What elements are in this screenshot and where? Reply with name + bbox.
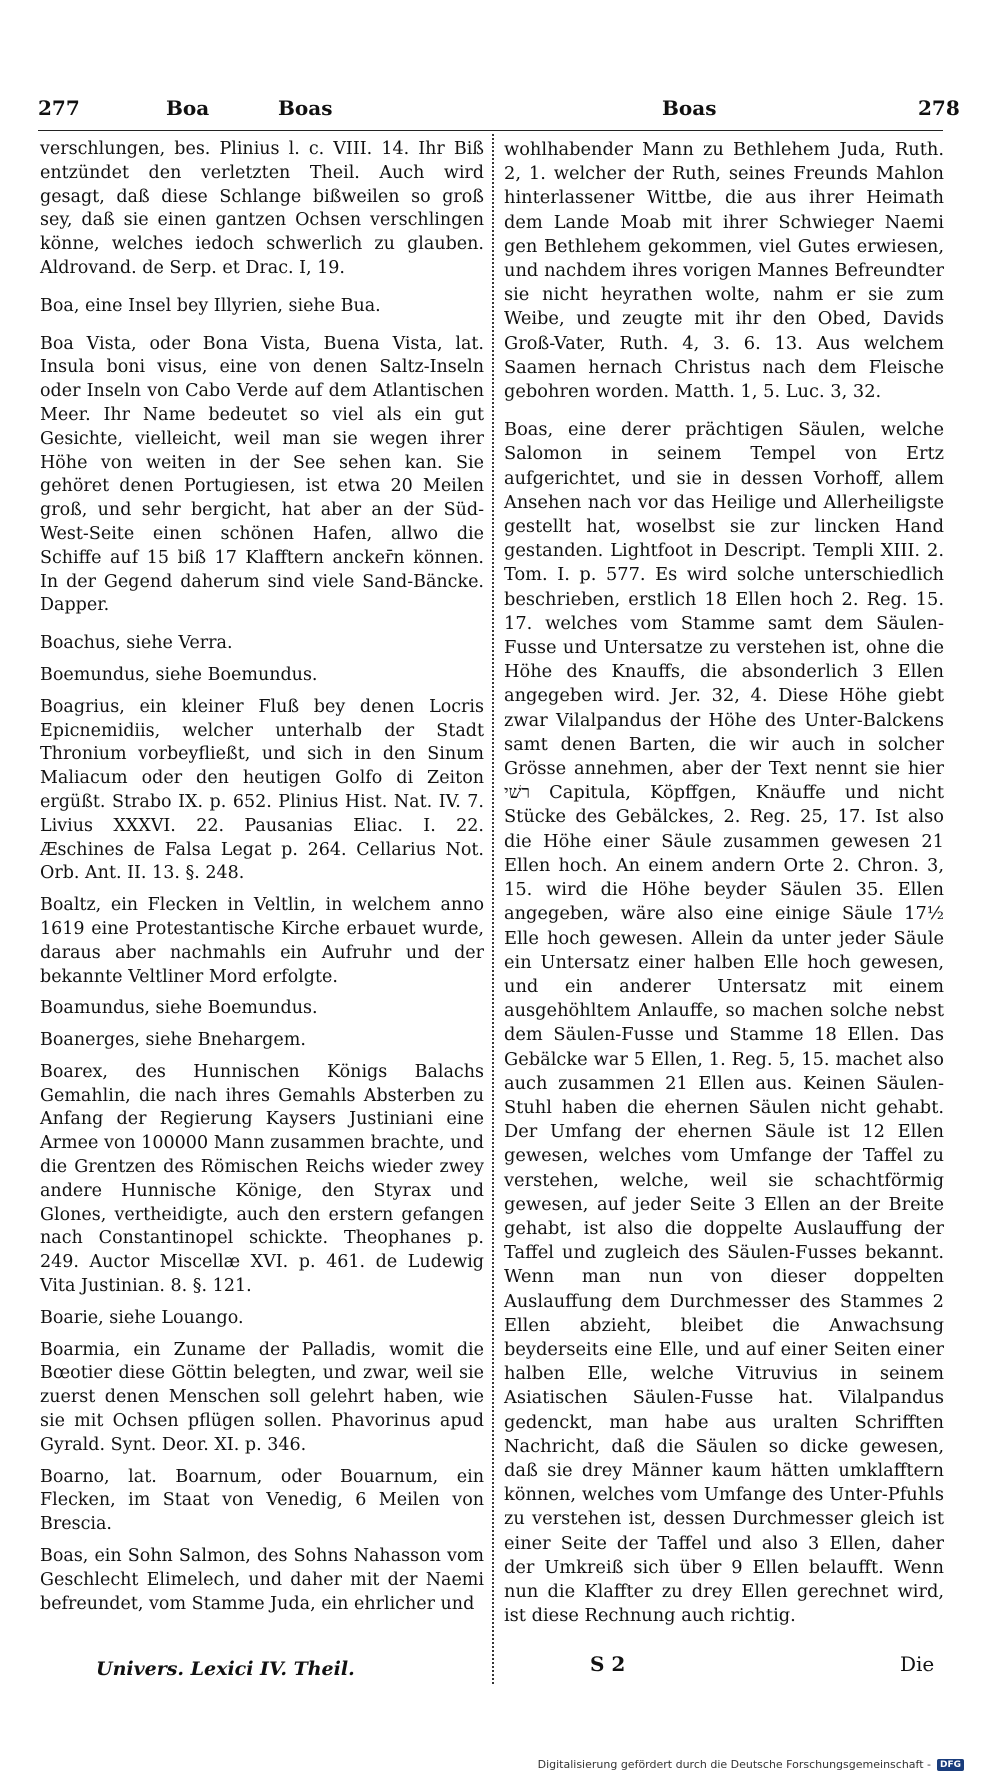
entry-paragraph: Boanerges, siehe Bnehargem. [40, 1030, 306, 1051]
entry-paragraph: Boachus, siehe Verra. [40, 633, 233, 654]
digitization-credit [538, 1758, 964, 1771]
entry-paragraph: Boarie, siehe Louango. [40, 1307, 244, 1328]
volume-signature: Univers. Lexici IV. Theil. [96, 1658, 355, 1680]
entry-paragraph: Boaltz, ein Flecken in Veltlin, in welchem anno 1619 eine Protestantische Kirche erbauet wurde, daraus aber nachmahls ein Aufruhr und der bekannte Veltliner Mord erfolgte. [40, 895, 484, 987]
left-column [40, 138, 484, 1624]
left-running-head-short: Boa [166, 96, 210, 120]
right-running-head: Boas [662, 96, 717, 120]
entry-paragraph: Boa Vista, oder Bona Vista, Buena Vista, lat. Insula boni visus, eine von denen Saltz-Inseln oder Inseln von Cabo Verde auf dem Atlantischen Meer. Ihr Name bedeutet so viel als ein gut Gesichte, vielleicht, weil man sie wegen ihrer Höhe von weiten in der See sehen kan. Sie gehöret denen Portugiesen, ist etwa 20 Meilen groß, und sehr bergicht, hat aber an der Süd-West-Seite einen schönen Hafen, allwo die Schiffe auf 15 biß 17 Klafftern ancker̄n können. In der Gegend daherum sind viele Sand-Bäncke. Dapper. [40, 333, 484, 616]
entry-paragraph: verschlungen, bes. Plinius l. c. VIII. 14. Ihr Biß entzündet den verletzten Theil. Auch wird gesagt, daß diese Schlange bißweilen so groß sey, daß sie einen gantzen Ochsen verschlingen könne, welches iedoch schwerlich zu glauben. Aldrovand. de Serp. et Drac. I, 19. [40, 139, 484, 278]
column-divider [492, 134, 494, 1684]
right-column [504, 138, 944, 1636]
left-running-head: Boas [278, 96, 333, 120]
entry-paragraph: Boarex, des Hunnischen Königs Balachs Gemahlin, die nach ihres Gemahls Absterben zu Anfang der Regierung Kaysers Justiniani eine Armee von 100000 Mann zusammen brachte, und die Grentzen des Römischen Reichs wieder zwey andere Hunnische Könige, den Styrax und Glones, vertheidigte, auch den erstern gefangen nach Constantinopel schickte. Theophanes p. 249. Auctor Miscellæ XVI. p. 461. de Ludewig Vita Justinian. 8. §. 121. [40, 1061, 484, 1297]
entry-paragraph: Boarmia, ein Zuname der Palladis, womit die Bœotier diese Göttin belegten, und zwar, weil sie zuerst denen Menschen soll gelehrt haben, wie sie mit Ochsen pflügen sollen. Phavorinus apud Gyrald. Synt. Deor. XI. p. 346. [40, 1339, 484, 1455]
entry-paragraph: Boas, ein Sohn Salmon, des Sohns Nahasson vom Geschlecht Elimelech, und daher mit der Naemi befreundet, vom Stamme Juda, ein ehrlicher und [40, 1546, 484, 1614]
catchword: Die [900, 1652, 935, 1676]
entry-paragraph: Boamundus, siehe Boemundus. [40, 998, 318, 1019]
entry-paragraph: Boagrius, ein kleiner Fluß bey denen Locris Epicnemidiis, welcher unterhalb der Stadt Thronium vorbeyfließt, und sich in den Sinum Maliacum oder den heutigen Golfo di Zeiton ergüßt. Strabo IX. p. 652. Plinius Hist. Nat. IV. 7. Livius XXXVI. 22. Pausanias Eliac. I. 22. Æschines de Falsa Legat p. 264. Cellarius Not. Orb. Ant. II. 13. §. 248. [40, 696, 484, 884]
entry-paragraph: Boemundus, siehe Boemundus. [40, 664, 318, 685]
entry-paragraph: Boa, eine Insel bey Illyrien, siehe Bua. [40, 295, 381, 316]
right-page-number: 278 [918, 96, 960, 120]
entry-paragraph: Boas, eine derer prächtigen Säulen, welche Salomon in seinem Tempel von Ertz aufgerichtet, und sie in dessen Vorhoff, allem Ansehen nach vor das Heilige und Allerheiligste gestellt hat, woselbst sie zur lincken Hand gestanden. Lightfoot in Descript. Templi XIII. 2. Tom. I. p. 577. Es wird solche unterschiedlich beschrieben, erstlich 18 Ellen hoch 2. Reg. 15. 17. welches vom Stamme samt dem Säulen-Fusse und Untersatze zu verstehen ist, ohne die Höhe des Knauffs, die absonderlich 3 Ellen angegeben wird. Jer. 32, 4. Diese Höhe giebt zwar Vilalpandus der Höhe des Unter-Balckens samt denen Barten, die wir auch in solcher Grösse annehmen, aber der Text nennt sie hier רשׁי Capitula, Köpffgen, Knäuffe und nicht Stücke des Gebälckes, 2. Reg. 25, 17. Ist also die Höhe einer Säule zusammen gewesen 21 Ellen hoch. An einem andern Orte 2. Chron. 3, 15. wird die Höhe beyder Säulen 35. Ellen angegeben, wäre also eine einige Säule 17½ Elle hoch gewesen. Allein da unter jeder Säule ein Untersatz einer halben Elle hoch gewesen, und ein anderer Untersatz mit einem ausgehöhltem Anlauffe, so machen solche nebst dem Säulen-Fusse und Stamme 18 Ellen. Das Gebälcke war 5 Ellen, 1. Reg. 5, 15. machet also auch zusammen 21 Ellen aus. Keinen Säulen-Stuhl haben die ehernen Säulen nicht gehabt. Der Umfang der ehernen Säule ist 12 Ellen gewesen, welches vom Umfange der Taffel zu verstehen, welche, weil sie schachtförmig gewesen, auf jeder Seite 3 Ellen an der Breite gehabt, ist also die doppelte Auslauffung der Taffel und zugleich des Säulen-Fusses bekannt. Wenn man nun von dieser doppelten Auslauffung dem Durchmesser des Stammes 2 Ellen abzieht, bleibet die Anwachsung beyderseits eine Elle, und auf einer Seiten einer halben Elle, welche Vitruvius in seinem Asiatischen Säulen-Fusse hat. Vilalpandus gedenckt, man habe aus uralten Schrifften Nachricht, daß die Säulen so dicke gewesen, daß sie drey Männer kaum hätten umklafftern können, welches vom Umfange des Unter-Pfuhls zu verstehen ist, dessen Durchmesser gleich ist einer Seite der Taffel und also 3 Ellen, daher der Umkreiß sich über 9 Ellen belaufft. Wenn nun die Klaffter zu drey Ellen gerechnet wird, ist diese Rechnung auch richtig. [504, 419, 944, 1627]
dfg-logo: DFG [937, 1759, 964, 1771]
entry-paragraph: wohlhabender Mann zu Bethlehem Juda, Ruth. 2, 1. welcher der Ruth, seines Freunds Mahlon hinterlassener Wittbe, die aus ihrer Heimath dem Lande Moab mit ihrer Schwieger Naemi gen Bethlehem gekommen, viel Gutes erwiesen, und nachdem ihres vorigen Mannes Befreundter sie nicht heyrathen wolte, nahm er sie zum Weibe, und zeugte mit ihr den Obed, Davids Groß-Vater, Ruth. 4, 3. 6. 13. Aus welchem Saamen hernach Christus nach dem Fleische gebohren worden. Matth. 1, 5. Luc. 3, 32. [504, 139, 944, 403]
signature-mark: S 2 [590, 1652, 626, 1676]
left-page-number: 277 [38, 96, 80, 120]
credit-text: Digitalisierung gefördert durch die Deutsche Forschungsgemeinschaft - [537, 1758, 931, 1771]
header-rule [38, 130, 943, 131]
entry-paragraph: Boarno, lat. Boarnum, oder Bouarnum, ein Flecken, im Staat von Venedig, 6 Meilen von Brescia. [40, 1466, 484, 1535]
